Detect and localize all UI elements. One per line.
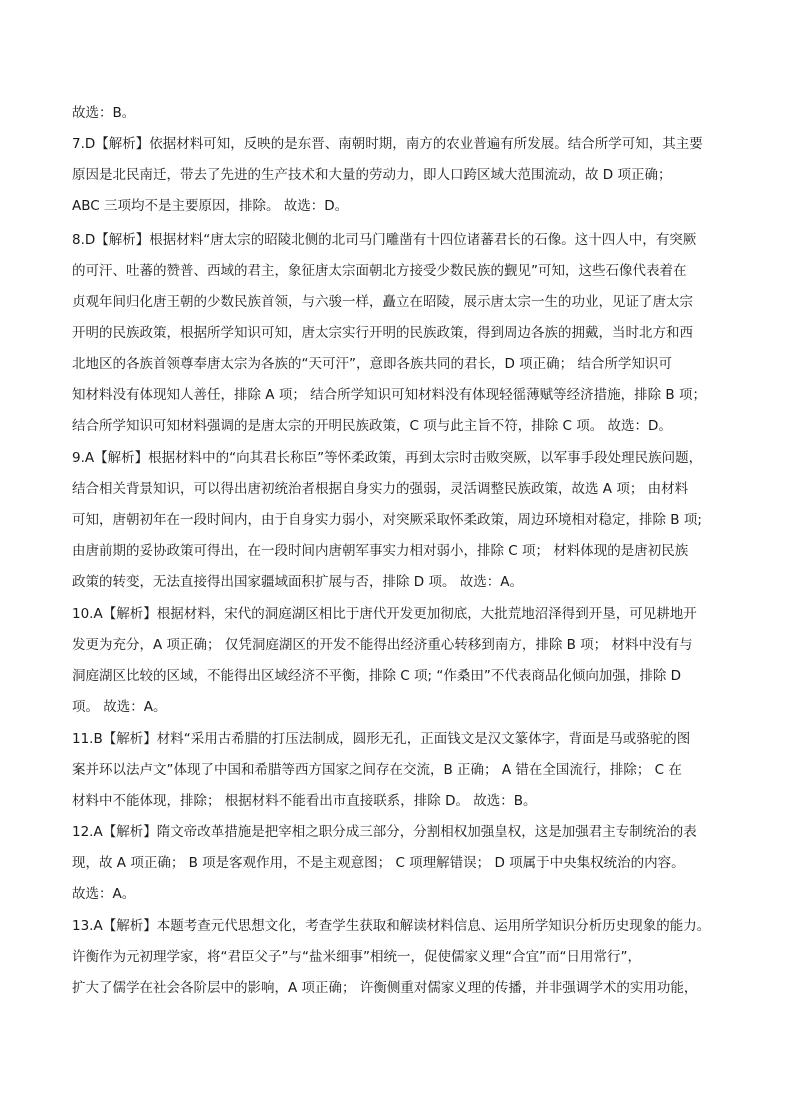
text-line: 案并环以法卢文”体现了中国和希腊等西方国家之间存在交流，B 正确； A 错在全国流行，排除； C 在 xyxy=(72,762,682,778)
text-line: 发更为充分，A 项正确； 仅凭洞庭湖区的开发不能得出经济重心转移到南方，排除 B 项； 材料中没有与 xyxy=(72,637,693,653)
text-line: 8.D【解析】根据材料“唐太宗的昭陵北侧的北司马门雕凿有十四位诸蕃君长的石像。这十四人中，有突厥 xyxy=(72,232,697,248)
text-line: 可知，唐朝初年在一段时间内，由于自身实力弱小，对突厥采取怀柔政策，周边环境相对稳定，排除 B 项; xyxy=(72,512,702,528)
text-line: 材料中不能体现，排除； 根据材料不能看出市直接联系，排除 D。 故选：B。 xyxy=(72,793,537,809)
text-line: 10.A【解析】根据材料，宋代的洞庭湖区相比于唐代开发更加彻底，大批荒地沼泽得到开垦，可见耕地开 xyxy=(72,606,697,622)
text-line: 7.D【解析】依据材料可知，反映的是东晋、南朝时期，南方的农业普遍有所发展。结合所学可知，其主要 xyxy=(72,136,703,152)
text-line: 原因是北民南迁，带去了先进的生产技术和大量的劳动力，即人口跨区域大范围流动，故 D 项正确； xyxy=(72,167,672,183)
text-line: 故选：A。 xyxy=(72,886,136,902)
text-line: ABC 三项均不是主要原因，排除。 故选：D。 xyxy=(72,198,349,214)
text-line: 许衡作为元初理学家，将“君臣父子”与“盐米细事”相统一，促使儒家义理“合宜”而“日用常行”， xyxy=(72,949,641,965)
text-line: 的可汗、吐蕃的赞普、西域的君主，象征唐太宗面朝北方接受少数民族的觐见”可知，这些石像代表着在 xyxy=(72,263,687,279)
text-line: 现，故 A 项正确； B 项是客观作用，不是主观意图； C 项理解错误； D 项属于中央集权统治的内容。 xyxy=(72,855,685,871)
text-line: 11.B【解析】材料“采用古希腊的打压法制成，圆形无孔，正面钱文是汉文篆体字，背面是马或骆驼的图 xyxy=(72,731,691,747)
text-line: 贞观年间归化唐王朝的少数民族首领，与六骏一样，矗立在昭陵，展示唐太宗一生的功业，见证了唐太宗 xyxy=(72,294,693,310)
text-line: 洞庭湖区比较的区域，不能得出区域经济不平衡，排除 C 项; “作桑田”不代表商品化倾向加强，排除 D xyxy=(72,668,682,684)
text-line: 北地区的各族首领尊奉唐太宗为各族的“天可汗”，意即各族共同的君长，D 项正确； 结合所学知识可 xyxy=(72,356,672,372)
text-line: 政策的转变，无法直接得出国家疆域面积扩展与否，排除 D 项。 故选：A。 xyxy=(72,574,524,590)
text-line: 13.A【解析】本题考查元代思想文化，考查学生获取和解读材料信息、运用所学知识分析历史现象的能力。 xyxy=(72,918,711,934)
text-line: 结合相关背景知识，可以得出唐初统治者根据自身实力的强弱，灵活调整民族政策，故选 A 项； 由材料 xyxy=(72,481,689,497)
text-line: 开明的民族政策，根据所学知识可知，唐太宗实行开明的民族政策，得到周边各族的拥戴，当时北方和西 xyxy=(72,325,693,341)
text-line: 由唐前期的妥协政策可得出，在一段时间内唐朝军事实力相对弱小，排除 C 项； 材料体现的是唐初民族 xyxy=(72,543,689,559)
text-line: 扩大了儒学在社会各阶层中的影响，A 项正确； 许衡侧重对儒家义理的传播，并非强调学术的实用功能， xyxy=(72,980,698,996)
text-line: 12.A【解析】隋文帝改革措施是把宰相之职分成三部分，分割相权加强皇权，这是加强君主专制统治的表 xyxy=(72,824,697,840)
text-line: 9.A【解析】根据材料中的“向其君长称臣”等怀柔政策，再到太宗时击败突厥，以军事手段处理民族问题， xyxy=(72,450,703,466)
text-line: 知材料没有体现知人善任，排除 A 项； 结合所学知识可知材料没有体现轻徭薄赋等经济措施，排除 B 项； xyxy=(72,387,706,403)
text-line: 项。 故选：A。 xyxy=(72,699,167,715)
text-line: 故选：B。 xyxy=(72,105,136,121)
text-line: 结合所学知识可知材料强调的是唐太宗的开明民族政策，C 项与此主旨不符，排除 C 项。 故选：D。 xyxy=(72,418,672,434)
